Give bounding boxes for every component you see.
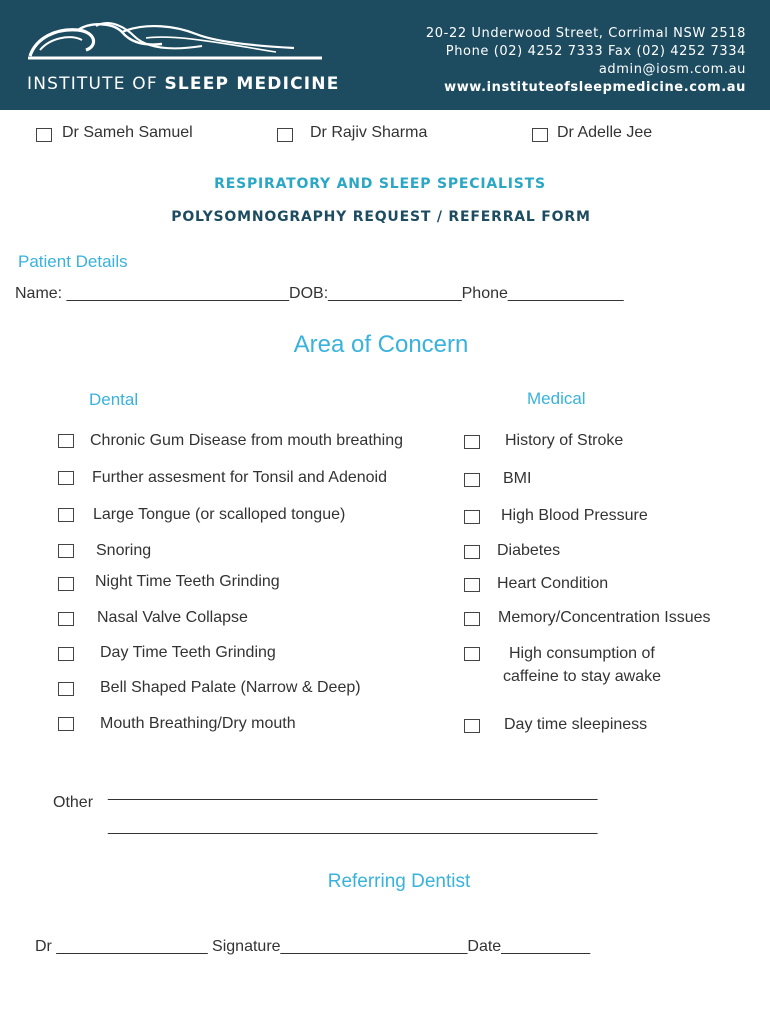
dental-item-gum-disease: Chronic Gum Disease from mouth breathing [90, 432, 404, 449]
dental-item-mouth-breathing: Mouth Breathing/Dry mouth [100, 715, 296, 732]
dental-item-bell-palate: Bell Shaped Palate (Narrow & Deep) [100, 679, 361, 696]
medical-checkbox-stroke[interactable] [464, 435, 480, 449]
dental-checkbox-snoring[interactable] [58, 544, 74, 558]
dental-checkbox-tonsil[interactable] [58, 471, 74, 485]
dental-checkbox-nasal-valve[interactable] [58, 612, 74, 626]
doctor-label-sharma: Dr Rajiv Sharma [310, 124, 428, 141]
dental-item-night-grinding: Night Time Teeth Grinding [95, 573, 280, 590]
doctor-checkbox-samuel[interactable] [36, 128, 52, 142]
medical-checkbox-sleepiness[interactable] [464, 719, 480, 733]
sleeping-figure-logo-icon [26, 16, 326, 68]
dental-item-day-grinding: Day Time Teeth Grinding [100, 644, 276, 661]
dental-item-large-tongue: Large Tongue (or scalloped tongue) [93, 506, 346, 523]
dental-item-tonsil: Further assesment for Tonsil and Adenoid [92, 469, 387, 486]
medical-item-heart: Heart Condition [497, 575, 609, 592]
medical-item-blood-pressure: High Blood Pressure [501, 507, 648, 524]
dental-item-nasal-valve: Nasal Valve Collapse [97, 609, 248, 626]
contact-block [426, 25, 746, 97]
other-line-2[interactable]: _______________________________________________________ [108, 818, 598, 835]
other-line-1[interactable]: _______________________________________________________ [108, 784, 598, 801]
doctor-label-samuel: Dr Sameh Samuel [62, 124, 193, 141]
medical-item-diabetes: Diabetes [497, 542, 561, 559]
medical-checkbox-blood-pressure[interactable] [464, 510, 480, 524]
other-label: Other [53, 794, 94, 811]
dental-heading: Dental [89, 390, 139, 409]
specialists-title: RESPIRATORY AND SLEEP SPECIALISTS [214, 176, 546, 192]
dental-checkbox-night-grinding[interactable] [58, 577, 74, 591]
org-name: INSTITUTE OF SLEEP MEDICINE [27, 74, 340, 94]
medical-checkbox-caffeine[interactable] [464, 647, 480, 661]
dental-checkbox-mouth-breathing[interactable] [58, 717, 74, 731]
doctor-checkbox-jee[interactable] [532, 128, 548, 142]
dental-checkbox-day-grinding[interactable] [58, 647, 74, 661]
phone-fax: Phone (02) 4252 7333 Fax (02) 4252 7334 [445, 44, 746, 59]
letterhead-banner [0, 0, 770, 110]
medical-item-memory: Memory/Concentration Issues [498, 609, 711, 626]
medical-item-caffeine-line2: caffeine to stay awake [503, 668, 662, 685]
dental-item-snoring: Snoring [96, 542, 152, 559]
referring-dentist-line[interactable]: Dr _________________ Signature_____________________Date__________ [35, 938, 591, 955]
doctor-label-jee: Dr Adelle Jee [557, 124, 653, 141]
dental-checkbox-bell-palate[interactable] [58, 682, 74, 696]
patient-details-line[interactable]: Name: _________________________DOB:_______________Phone_____________ [15, 285, 624, 302]
website-link[interactable]: www.instituteofsleepmedicine.com.au [444, 80, 746, 95]
medical-item-bmi: BMI [503, 470, 532, 487]
address: 20-22 Underwood Street, Corrimal NSW 2518 [425, 26, 746, 41]
patient-details-heading: Patient Details [18, 252, 128, 271]
medical-checkbox-bmi[interactable] [464, 473, 480, 487]
referring-dentist-heading: Referring Dentist [327, 871, 471, 892]
medical-item-caffeine-line1: High consumption of [509, 645, 655, 662]
medical-item-stroke: History of Stroke [505, 432, 624, 449]
doctor-checkbox-sharma[interactable] [277, 128, 293, 142]
email: admin@iosm.com.au [598, 62, 746, 77]
form-title: POLYSOMNOGRAPHY REQUEST / REFERRAL FORM [171, 209, 591, 225]
medical-checkbox-heart[interactable] [464, 578, 480, 592]
medical-heading: Medical [527, 389, 586, 408]
area-of-concern-title: Area of Concern [293, 331, 469, 358]
medical-item-sleepiness: Day time sleepiness [504, 716, 648, 733]
medical-checkbox-diabetes[interactable] [464, 545, 480, 559]
dental-checkbox-large-tongue[interactable] [58, 508, 74, 522]
dental-checkbox-gum-disease[interactable] [58, 434, 74, 448]
medical-checkbox-memory[interactable] [464, 612, 480, 626]
